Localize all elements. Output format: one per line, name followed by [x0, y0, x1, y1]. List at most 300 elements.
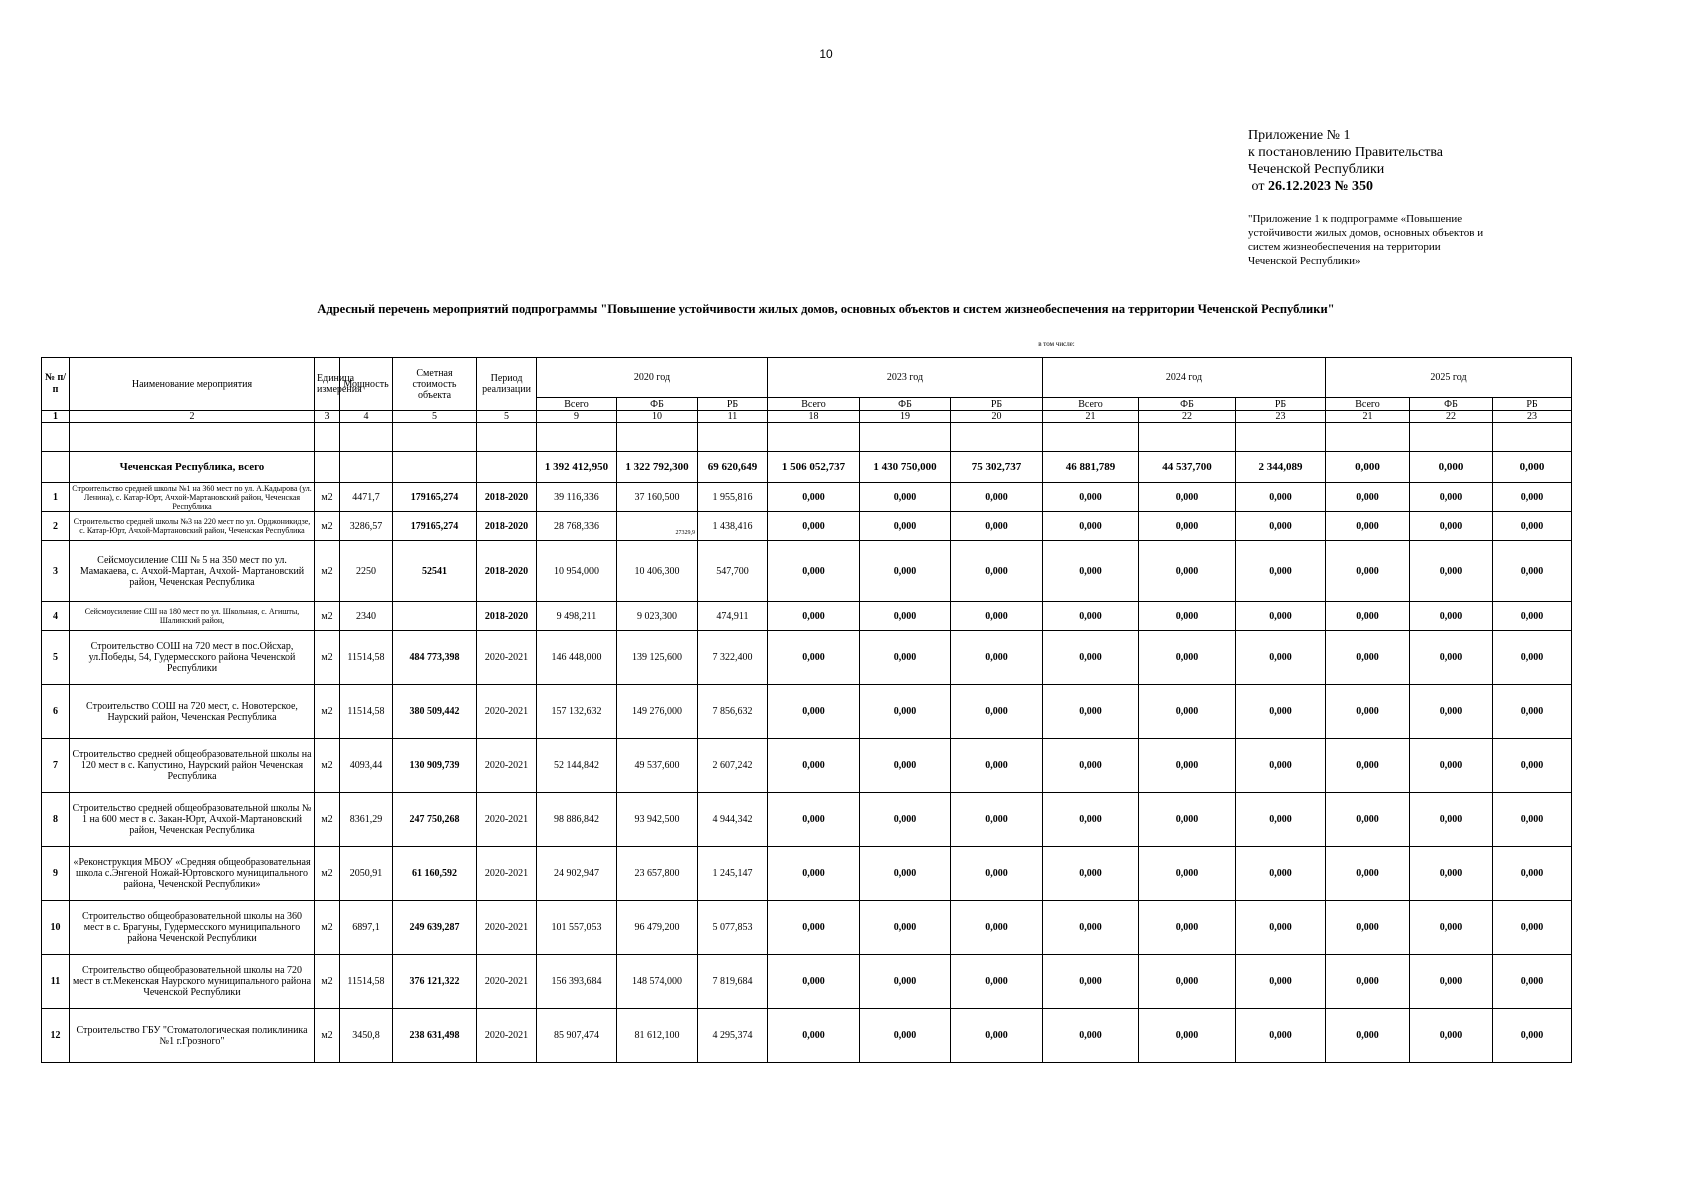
- row-2020-rb: 474,911: [698, 602, 768, 631]
- row-value-zero: 0,000: [860, 1009, 951, 1063]
- row-value-zero: 0,000: [860, 955, 951, 1009]
- row-2020-rb: 547,700: [698, 541, 768, 602]
- row-cost: 380 509,442: [393, 685, 477, 739]
- index-cell: 2: [70, 411, 315, 423]
- row-2020-rb: 4 944,342: [698, 793, 768, 847]
- row-number: 3: [42, 541, 70, 602]
- row-value-zero: 0,000: [1410, 541, 1493, 602]
- row-value-zero: 0,000: [1493, 955, 1572, 1009]
- row-number: 11: [42, 955, 70, 1009]
- row-value-zero: 0,000: [860, 793, 951, 847]
- row-value-zero: 0,000: [1139, 602, 1236, 631]
- row-value-zero: 0,000: [951, 512, 1043, 541]
- empty-cell: [315, 452, 340, 483]
- table-row: [42, 955, 1572, 1009]
- empty-cell: [1236, 423, 1326, 452]
- row-value-zero: 0,000: [860, 631, 951, 685]
- spacer-row: [42, 423, 1572, 452]
- total-value: 2 344,089: [1236, 452, 1326, 483]
- row-value-zero: 0,000: [768, 901, 860, 955]
- empty-cell: [42, 423, 70, 452]
- row-value-zero: 0,000: [860, 739, 951, 793]
- index-cell: 11: [698, 411, 768, 423]
- row-value-zero: 0,000: [1043, 602, 1139, 631]
- header-year: 2020 год: [537, 358, 768, 398]
- row-value-zero: 0,000: [1326, 1009, 1410, 1063]
- row-period: 2020-2021: [477, 793, 537, 847]
- row-name: Строительство средней школы №3 на 220 мест по ул. Орджоникидзе, с. Катар-Юрт, Ачхой-Мартановский район, Чеченская Республика: [70, 512, 315, 541]
- row-value-zero: 0,000: [1326, 602, 1410, 631]
- row-name: Строительство общеобразовательной школы на 360 мест в с. Брагуны, Гудермесского муниципального района Чеченской Республики: [70, 901, 315, 955]
- document-title: Адресный перечень мероприятий подпрограммы "Повышение устойчивости жилых домов, основных объектов и систем жизнеобеспечения на территории Чеченской Республики": [317, 302, 1335, 316]
- appendix-line-1: Приложение № 1: [1248, 128, 1351, 143]
- row-name: Строительство общеобразовательной школы на 720 мест в ст.Мекенская Наурского муниципального района Чеченской Республики: [70, 955, 315, 1009]
- row-value-zero: 0,000: [860, 685, 951, 739]
- row-value-zero: 0,000: [1043, 512, 1139, 541]
- row-value-zero: 0,000: [768, 793, 860, 847]
- row-2020-fb: 149 276,000: [617, 685, 698, 739]
- row-cost: 179165,274: [393, 512, 477, 541]
- row-cost: 179165,274: [393, 483, 477, 512]
- empty-cell: [617, 423, 698, 452]
- row-value-zero: 0,000: [860, 847, 951, 901]
- row-value-zero: 0,000: [1139, 685, 1236, 739]
- empty-cell: [477, 423, 537, 452]
- row-value-zero: 0,000: [768, 955, 860, 1009]
- row-value-zero: 0,000: [1043, 631, 1139, 685]
- header-num: № п/п: [42, 358, 70, 411]
- appendix-line-3: Чеченской Республики: [1248, 162, 1385, 177]
- row-value-zero: 0,000: [1236, 631, 1326, 685]
- row-value-zero: 0,000: [1410, 955, 1493, 1009]
- row-2020-total: 9 498,211: [537, 602, 617, 631]
- row-capacity: 11514,58: [340, 685, 393, 739]
- row-2020-rb: 2 607,242: [698, 739, 768, 793]
- row-2020-rb: 7 322,400: [698, 631, 768, 685]
- table-row: [42, 1009, 1572, 1063]
- row-value-zero: 0,000: [1139, 955, 1236, 1009]
- row-value-zero: 0,000: [1410, 512, 1493, 541]
- index-cell: 9: [537, 411, 617, 423]
- subheader-cell: Всего: [768, 398, 860, 411]
- row-value-zero: 0,000: [1493, 631, 1572, 685]
- row-number: 10: [42, 901, 70, 955]
- row-name: «Реконструкция МБОУ «Средняя общеобразовательная школа с.Энгеной Ножай-Юртовского муниципального района, Чеченской Республики»: [70, 847, 315, 901]
- index-cell: 22: [1410, 411, 1493, 423]
- row-period: 2020-2021: [477, 955, 537, 1009]
- total-value: 1 392 412,950: [537, 452, 617, 483]
- header-year: 2024 год: [1043, 358, 1326, 398]
- row-value-zero: 0,000: [1410, 739, 1493, 793]
- row-period: 2020-2021: [477, 685, 537, 739]
- row-value-zero: 0,000: [1236, 793, 1326, 847]
- row-name: Строительство СОШ на 720 мест, с. Новотерское, Наурский район, Чеченская Республика: [70, 685, 315, 739]
- row-value-zero: 0,000: [1326, 739, 1410, 793]
- row-value-zero: 0,000: [1410, 483, 1493, 512]
- row-value-zero: 0,000: [1493, 602, 1572, 631]
- row-period: 2020-2021: [477, 1009, 537, 1063]
- row-period: 2020-2021: [477, 901, 537, 955]
- row-period: 2020-2021: [477, 847, 537, 901]
- row-value-zero: 0,000: [1139, 541, 1236, 602]
- row-number: 12: [42, 1009, 70, 1063]
- row-capacity: 2250: [340, 541, 393, 602]
- total-value: 1 506 052,737: [768, 452, 860, 483]
- index-cell: 19: [860, 411, 951, 423]
- row-value-zero: 0,000: [1043, 1009, 1139, 1063]
- row-2020-total: 146 448,000: [537, 631, 617, 685]
- index-cell: 5: [393, 411, 477, 423]
- row-value-zero: 0,000: [1236, 512, 1326, 541]
- empty-cell: [860, 423, 951, 452]
- subheader-cell: ФБ: [860, 398, 951, 411]
- row-2020-fb: 10 406,300: [617, 541, 698, 602]
- total-value: 75 302,737: [951, 452, 1043, 483]
- total-value: 46 881,789: [1043, 452, 1139, 483]
- empty-cell: [340, 423, 393, 452]
- row-capacity: 2050,91: [340, 847, 393, 901]
- row-cost: 61 160,592: [393, 847, 477, 901]
- appendix-sub-block: "Приложение 1 к подпрограмме «Повышение устойчивости жилых домов, основных объектов и систем жизнеобеспечения на территории Чеченской Республики»: [1248, 213, 1484, 267]
- row-value-zero: 0,000: [1139, 901, 1236, 955]
- row-value-zero: 0,000: [1410, 631, 1493, 685]
- empty-cell: [768, 423, 860, 452]
- row-value-zero: 0,000: [1410, 1009, 1493, 1063]
- empty-cell: [1493, 423, 1572, 452]
- row-value-zero: 0,000: [951, 685, 1043, 739]
- total-value: 69 620,649: [698, 452, 768, 483]
- row-value-zero: 0,000: [860, 602, 951, 631]
- row-capacity: 6897,1: [340, 901, 393, 955]
- row-capacity: 4093,44: [340, 739, 393, 793]
- row-2020-rb: 4 295,374: [698, 1009, 768, 1063]
- index-cell: 18: [768, 411, 860, 423]
- row-period: 2018-2020: [477, 602, 537, 631]
- row-value-zero: 0,000: [1139, 512, 1236, 541]
- empty-cell: [70, 423, 315, 452]
- row-value-zero: 0,000: [1236, 901, 1326, 955]
- row-cost: 484 773,398: [393, 631, 477, 685]
- empty-cell: [315, 423, 340, 452]
- row-value-zero: 0,000: [1139, 483, 1236, 512]
- table-row: [42, 685, 1572, 739]
- row-2020-total: 101 557,053: [537, 901, 617, 955]
- table-row: [42, 512, 1572, 541]
- row-value-zero: 0,000: [1493, 793, 1572, 847]
- index-cell: 22: [1139, 411, 1236, 423]
- row-capacity: 8361,29: [340, 793, 393, 847]
- row-value-zero: 0,000: [951, 901, 1043, 955]
- header-unit: Единица измерения: [315, 358, 340, 411]
- row-value-zero: 0,000: [768, 483, 860, 512]
- row-period: 2018-2020: [477, 512, 537, 541]
- row-2020-total: 98 886,842: [537, 793, 617, 847]
- row-number: 9: [42, 847, 70, 901]
- row-value-zero: 0,000: [768, 631, 860, 685]
- row-value-zero: 0,000: [1236, 1009, 1326, 1063]
- table-row: [42, 631, 1572, 685]
- row-value-zero: 0,000: [951, 541, 1043, 602]
- row-value-zero: 0,000: [951, 602, 1043, 631]
- row-2020-total: 24 902,947: [537, 847, 617, 901]
- row-2020-rb: 1 438,416: [698, 512, 768, 541]
- row-value-zero: 0,000: [1236, 739, 1326, 793]
- index-row: [42, 411, 1572, 423]
- row-number: 2: [42, 512, 70, 541]
- row-value-zero: 0,000: [1493, 541, 1572, 602]
- row-value-zero: 0,000: [1139, 847, 1236, 901]
- row-value-zero: 0,000: [1236, 847, 1326, 901]
- row-value-zero: 0,000: [1043, 685, 1139, 739]
- index-cell: 21: [1326, 411, 1410, 423]
- row-2020-fb: 23 657,800: [617, 847, 698, 901]
- subheader-cell: ФБ: [1139, 398, 1236, 411]
- row-name: Строительство ГБУ "Стоматологическая поликлиника №1 г.Грозного": [70, 1009, 315, 1063]
- row-name: Строительство СОШ на 720 мест в пос.Ойсхар, ул.Победы, 54, Гудермесского района Чеченской Республики: [70, 631, 315, 685]
- row-value-zero: 0,000: [768, 847, 860, 901]
- header-name: Наименование мероприятия: [70, 358, 315, 411]
- row-value-zero: 0,000: [951, 739, 1043, 793]
- row-capacity: 11514,58: [340, 631, 393, 685]
- row-name: Строительство средней общеобразовательной школы № 1 на 600 мест в с. Закан-Юрт, Ачхой-Мартановский район, Чеченская Республика: [70, 793, 315, 847]
- row-value-zero: 0,000: [1326, 793, 1410, 847]
- row-capacity: 2340: [340, 602, 393, 631]
- header-row: [42, 358, 1572, 398]
- total-row: [42, 452, 1572, 483]
- row-value-zero: 0,000: [1043, 739, 1139, 793]
- appendix-line-4: [1248, 178, 1443, 195]
- row-value-zero: 0,000: [1139, 793, 1236, 847]
- row-2020-total: 156 393,684: [537, 955, 617, 1009]
- row-period: 2020-2021: [477, 631, 537, 685]
- header-year: 2023 год: [768, 358, 1043, 398]
- row-number: 4: [42, 602, 70, 631]
- row-2020-fb: 96 479,200: [617, 901, 698, 955]
- total-num: [42, 452, 70, 483]
- header-cost: Сметная стоимость объекта: [393, 358, 477, 411]
- index-cell: 23: [1493, 411, 1572, 423]
- row-value-zero: 0,000: [1493, 901, 1572, 955]
- table-row: [42, 541, 1572, 602]
- appendix-block: [1248, 127, 1443, 195]
- row-2020-total: 85 907,474: [537, 1009, 617, 1063]
- row-unit: м2: [315, 631, 340, 685]
- total-value: 0,000: [1326, 452, 1410, 483]
- row-name: Строительство средней школы №1 на 360 мест по ул. А.Кадырова (ул. Ленина), с. Катар-Юрт, Ачхой-Мартановский район, Чеченская Республика: [70, 483, 315, 512]
- row-unit: м2: [315, 847, 340, 901]
- row-unit: м2: [315, 793, 340, 847]
- row-value-zero: 0,000: [1410, 901, 1493, 955]
- row-value-zero: 0,000: [951, 793, 1043, 847]
- row-value-zero: 0,000: [1410, 602, 1493, 631]
- index-cell: 1: [42, 411, 70, 423]
- row-value-zero: 0,000: [768, 739, 860, 793]
- appendix-line-2: к постановлению Правительства: [1248, 145, 1444, 160]
- empty-cell: [537, 423, 617, 452]
- row-value-zero: 0,000: [1043, 483, 1139, 512]
- empty-cell: [1043, 423, 1139, 452]
- row-value-zero: 0,000: [768, 1009, 860, 1063]
- row-value-zero: 0,000: [1326, 685, 1410, 739]
- row-capacity: 3450,8: [340, 1009, 393, 1063]
- row-value-zero: 0,000: [951, 631, 1043, 685]
- row-value-zero: 0,000: [951, 483, 1043, 512]
- table-row: [42, 739, 1572, 793]
- empty-cell: [393, 452, 477, 483]
- including-label: в том числе:: [1038, 340, 1075, 348]
- row-value-zero: 0,000: [951, 955, 1043, 1009]
- register-table: [41, 357, 1572, 1063]
- row-value-zero: 0,000: [1410, 685, 1493, 739]
- row-unit: м2: [315, 1009, 340, 1063]
- row-value-zero: 0,000: [1043, 541, 1139, 602]
- row-value-zero: 0,000: [1139, 1009, 1236, 1063]
- row-number: 6: [42, 685, 70, 739]
- index-cell: 21: [1043, 411, 1139, 423]
- row-period: 2018-2020: [477, 483, 537, 512]
- empty-cell: [340, 452, 393, 483]
- appendix-date: 26.12.2023 № 350: [1267, 179, 1374, 194]
- row-number: 5: [42, 631, 70, 685]
- row-2020-fb: 93 942,500: [617, 793, 698, 847]
- row-capacity: 4471,7: [340, 483, 393, 512]
- row-number: 7: [42, 739, 70, 793]
- table-body: [42, 358, 1572, 1063]
- subheader-cell: Всего: [1326, 398, 1410, 411]
- row-2020-fb: [617, 512, 698, 541]
- row-cost: [393, 602, 477, 631]
- row-value-zero: 0,000: [860, 483, 951, 512]
- header-year: 2025 год: [1326, 358, 1572, 398]
- fb-note: 27329,9: [675, 530, 695, 536]
- row-capacity: 3286,57: [340, 512, 393, 541]
- row-value-zero: 0,000: [1493, 739, 1572, 793]
- row-value-zero: 0,000: [1236, 541, 1326, 602]
- empty-cell: [698, 423, 768, 452]
- row-value-zero: 0,000: [860, 541, 951, 602]
- row-2020-rb: 1 955,816: [698, 483, 768, 512]
- row-cost: 130 909,739: [393, 739, 477, 793]
- row-capacity: 11514,58: [340, 955, 393, 1009]
- row-unit: м2: [315, 541, 340, 602]
- empty-cell: [1410, 423, 1493, 452]
- row-value-zero: 0,000: [1139, 739, 1236, 793]
- table-row: [42, 793, 1572, 847]
- row-period: 2020-2021: [477, 739, 537, 793]
- row-2020-rb: 7 856,632: [698, 685, 768, 739]
- row-value-zero: 0,000: [1493, 847, 1572, 901]
- row-value-zero: 0,000: [1236, 483, 1326, 512]
- total-value: 0,000: [1410, 452, 1493, 483]
- index-cell: 3: [315, 411, 340, 423]
- row-unit: м2: [315, 512, 340, 541]
- total-name: Чеченская Республика, всего: [70, 452, 315, 483]
- row-unit: м2: [315, 685, 340, 739]
- row-name: Строительство средней общеобразовательной школы на 120 мест в с. Капустино, Наурский район Чеченская Республика: [70, 739, 315, 793]
- row-2020-total: 157 132,632: [537, 685, 617, 739]
- row-2020-total: 28 768,336: [537, 512, 617, 541]
- row-value-zero: 0,000: [951, 847, 1043, 901]
- row-unit: м2: [315, 955, 340, 1009]
- subheader-cell: ФБ: [617, 398, 698, 411]
- empty-cell: [477, 452, 537, 483]
- subheader-cell: Всего: [537, 398, 617, 411]
- index-cell: 10: [617, 411, 698, 423]
- row-value-zero: 0,000: [1410, 793, 1493, 847]
- table-row: [42, 602, 1572, 631]
- row-value-zero: 0,000: [1326, 847, 1410, 901]
- subheader-cell: Всего: [1043, 398, 1139, 411]
- table-row: [42, 483, 1572, 512]
- row-period: 2018-2020: [477, 541, 537, 602]
- empty-cell: [393, 423, 477, 452]
- row-value-zero: 0,000: [1236, 602, 1326, 631]
- index-cell: 5: [477, 411, 537, 423]
- index-cell: 4: [340, 411, 393, 423]
- total-value: 1 430 750,000: [860, 452, 951, 483]
- row-number: 8: [42, 793, 70, 847]
- total-value: 44 537,700: [1139, 452, 1236, 483]
- row-value-zero: 0,000: [1493, 483, 1572, 512]
- row-value-zero: 0,000: [768, 602, 860, 631]
- row-value-zero: 0,000: [768, 685, 860, 739]
- row-2020-rb: 7 819,684: [698, 955, 768, 1009]
- row-value-zero: 0,000: [768, 541, 860, 602]
- row-2020-fb: 37 160,500: [617, 483, 698, 512]
- table-row: [42, 901, 1572, 955]
- subheader-cell: РБ: [1493, 398, 1572, 411]
- empty-cell: [1139, 423, 1236, 452]
- row-2020-total: 10 954,000: [537, 541, 617, 602]
- row-2020-total: 52 144,842: [537, 739, 617, 793]
- row-2020-rb: 5 077,853: [698, 901, 768, 955]
- row-2020-fb: 9 023,300: [617, 602, 698, 631]
- row-2020-fb: 148 574,000: [617, 955, 698, 1009]
- empty-cell: [951, 423, 1043, 452]
- row-2020-fb: 139 125,600: [617, 631, 698, 685]
- empty-cell: [1326, 423, 1410, 452]
- row-value-zero: 0,000: [1326, 955, 1410, 1009]
- subheader-cell: РБ: [698, 398, 768, 411]
- row-value-zero: 0,000: [1326, 541, 1410, 602]
- row-unit: м2: [315, 602, 340, 631]
- row-value-zero: 0,000: [1139, 631, 1236, 685]
- row-value-zero: 0,000: [1493, 512, 1572, 541]
- row-value-zero: 0,000: [1493, 685, 1572, 739]
- row-2020-fb: 81 612,100: [617, 1009, 698, 1063]
- row-value-zero: 0,000: [1043, 847, 1139, 901]
- row-cost: 376 121,322: [393, 955, 477, 1009]
- row-value-zero: 0,000: [860, 901, 951, 955]
- subheader-cell: РБ: [1236, 398, 1326, 411]
- table-row: [42, 847, 1572, 901]
- header-capacity: Мощность: [340, 358, 393, 411]
- row-cost: 247 750,268: [393, 793, 477, 847]
- row-name: Сейсмоусиление СШ на 180 мест по ул. Школьная, с. Агишты, Шалинский район,: [70, 602, 315, 631]
- row-value-zero: 0,000: [1236, 685, 1326, 739]
- row-unit: м2: [315, 739, 340, 793]
- row-value-zero: 0,000: [1326, 512, 1410, 541]
- row-cost: 52541: [393, 541, 477, 602]
- row-value-zero: 0,000: [860, 512, 951, 541]
- row-value-zero: 0,000: [1043, 955, 1139, 1009]
- subheader-cell: РБ: [951, 398, 1043, 411]
- appendix-date-prefix: от: [1251, 179, 1265, 194]
- row-value-zero: 0,000: [1236, 955, 1326, 1009]
- row-cost: 238 631,498: [393, 1009, 477, 1063]
- index-cell: 23: [1236, 411, 1326, 423]
- index-cell: 20: [951, 411, 1043, 423]
